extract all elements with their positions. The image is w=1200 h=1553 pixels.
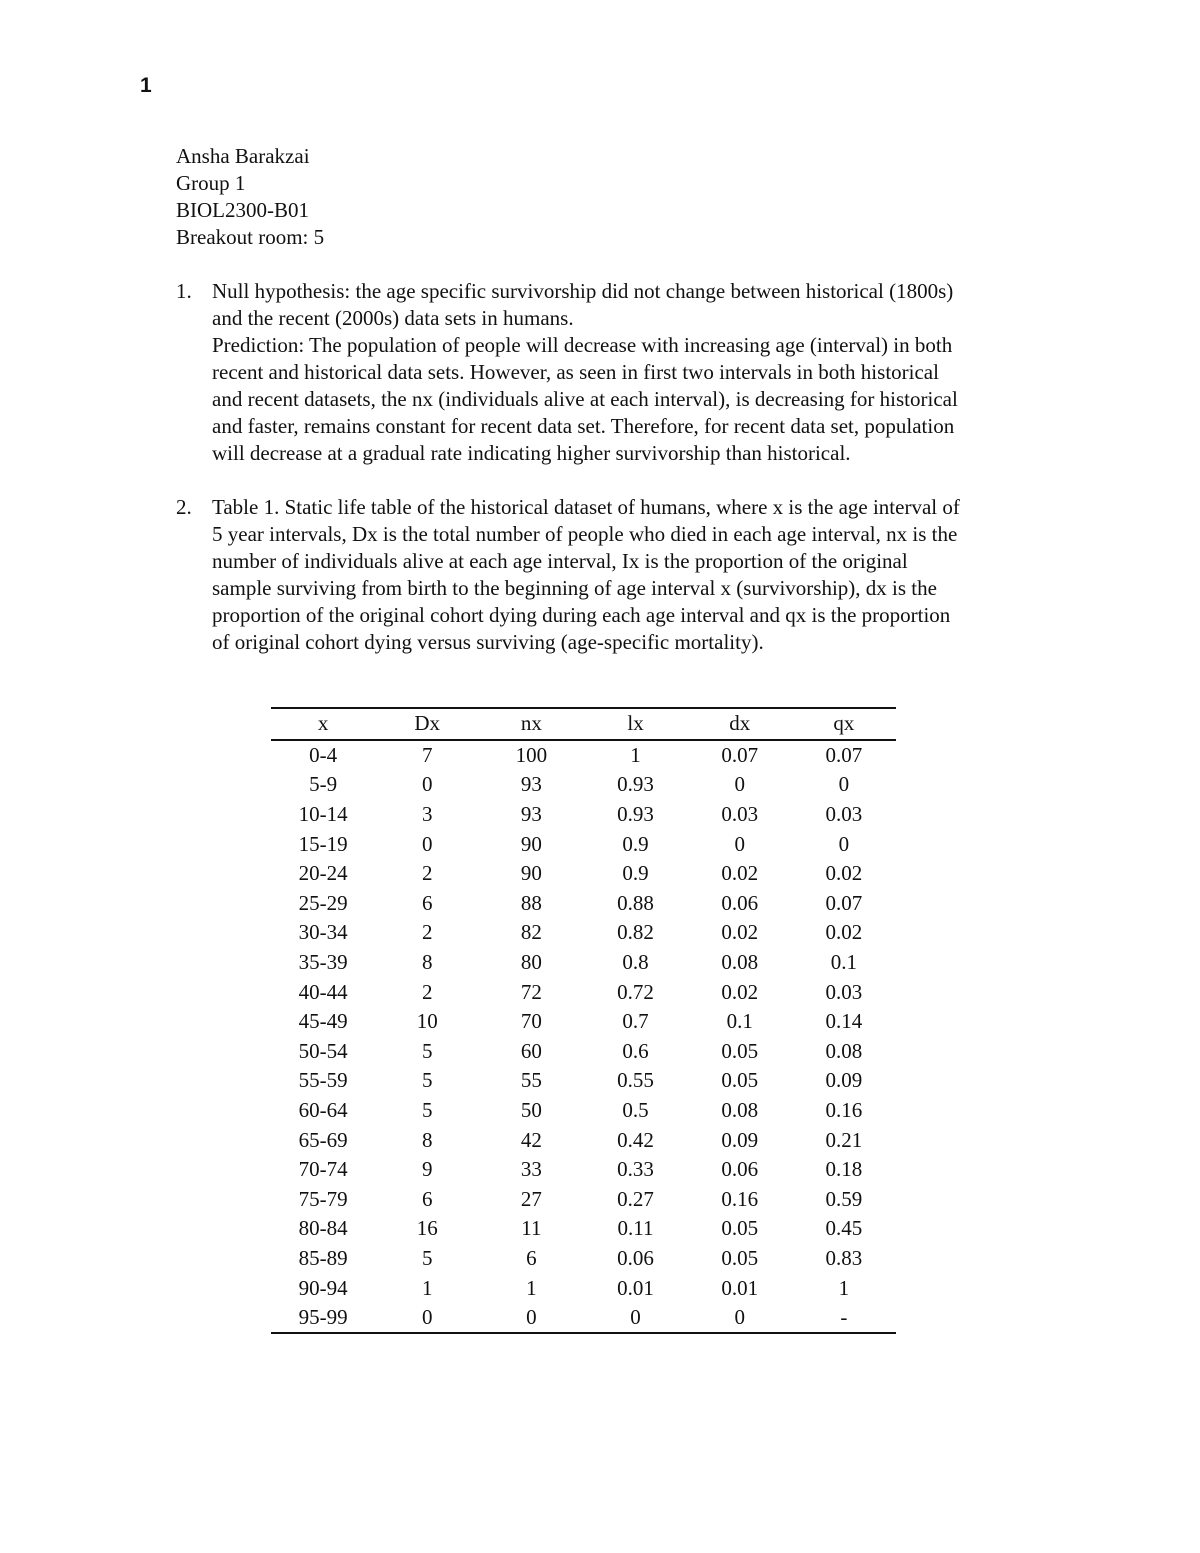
cell-lx: 0.6 — [622, 1038, 649, 1063]
cell-dx: 0.08 — [721, 950, 759, 975]
course-code: BIOL2300-B01 — [176, 198, 309, 222]
column-header-x: x — [317, 711, 329, 736]
table-row — [271, 800, 896, 830]
cell-nx: 88 — [520, 890, 542, 915]
cell-dx: 0.02 — [721, 920, 759, 945]
cell-qx: 0.83 — [825, 1245, 863, 1270]
caption-line: proportion of the original cohort dying during each age interval and qx is the proportion — [212, 603, 951, 627]
cell-qx: 0.09 — [825, 1068, 863, 1093]
cell-qx: 0.07 — [825, 742, 863, 767]
question-line: Prediction: The population of people will decrease with increasing age (interval) in both — [212, 333, 953, 357]
cell-qx: - — [840, 1305, 848, 1330]
cell-x: 90-94 — [298, 1275, 348, 1300]
cell-x: 25-29 — [298, 890, 348, 915]
cell-dx: 0.07 — [721, 742, 759, 767]
cell-Dx: 0 — [421, 1305, 433, 1330]
table-body — [271, 740, 896, 1334]
cell-lx: 0.9 — [622, 831, 649, 856]
cell-nx: 93 — [520, 772, 542, 797]
question-line: recent and historical data sets. However, as seen in first two intervals in both historical — [212, 360, 939, 384]
question-line: will decrease at a gradual rate indicating higher survivorship than historical. — [212, 441, 851, 465]
cell-x: 35-39 — [298, 950, 348, 975]
cell-dx: 0.05 — [721, 1038, 759, 1063]
cell-x: 80-84 — [298, 1216, 348, 1241]
table-row — [271, 1066, 896, 1096]
column-header-qx: qx — [833, 711, 855, 736]
cell-dx: 0.06 — [721, 1157, 759, 1182]
cell-nx: 6 — [526, 1245, 537, 1270]
cell-lx: 0.88 — [617, 890, 654, 915]
cell-nx: 100 — [515, 742, 548, 767]
table-row — [271, 977, 896, 1007]
cell-x: 40-44 — [298, 979, 348, 1004]
cell-nx: 42 — [520, 1127, 542, 1152]
cell-Dx: 9 — [421, 1157, 433, 1182]
cell-x: 55-59 — [298, 1068, 348, 1093]
table-row — [271, 1037, 896, 1067]
column-header-Dx: Dx — [414, 711, 441, 736]
cell-nx: 72 — [520, 979, 542, 1004]
cell-nx: 82 — [520, 920, 542, 945]
cell-x: 65-69 — [298, 1127, 348, 1152]
cell-lx: 0.7 — [622, 1009, 649, 1034]
cell-Dx: 5 — [421, 1068, 433, 1093]
cell-dx: 0 — [734, 772, 745, 797]
cell-lx: 0.5 — [622, 1098, 649, 1123]
cell-Dx: 3 — [421, 802, 433, 827]
cell-dx: 0.16 — [721, 1186, 759, 1211]
cell-nx: 0 — [526, 1305, 537, 1330]
cell-qx: 0.14 — [825, 1009, 863, 1034]
cell-Dx: 16 — [416, 1216, 438, 1241]
cell-qx: 0.18 — [825, 1157, 863, 1182]
table-row — [271, 1214, 896, 1244]
caption-line: number of individuals alive at each age interval, Ix is the proportion of the original — [212, 549, 908, 573]
question-line: and faster, remains constant for recent data set. Therefore, for recent data set, population — [212, 414, 955, 438]
page-number: 1 — [140, 74, 152, 97]
question-line: Null hypothesis: the age specific survivorship did not change between historical (1800s) — [212, 279, 954, 303]
table-caption — [212, 494, 1056, 656]
cell-x: 75-79 — [298, 1186, 348, 1211]
question-number: 1. — [176, 279, 192, 303]
cell-qx: 0.16 — [825, 1098, 863, 1123]
column-header-dx: dx — [729, 711, 751, 736]
cell-nx: 90 — [520, 861, 542, 886]
cell-Dx: 5 — [421, 1098, 433, 1123]
cell-dx: 0.09 — [721, 1127, 759, 1152]
cell-lx: 0.8 — [622, 950, 649, 975]
cell-x: 15-19 — [298, 831, 348, 856]
table-row — [271, 948, 896, 978]
cell-qx: 1 — [838, 1275, 850, 1300]
table-row — [271, 1185, 896, 1215]
cell-qx: 0 — [838, 772, 850, 797]
cell-x: 0-4 — [309, 742, 338, 767]
cell-x: 60-64 — [298, 1098, 348, 1123]
cell-dx: 0.06 — [721, 890, 759, 915]
cell-lx: 0.27 — [617, 1186, 654, 1211]
table-row — [271, 1303, 896, 1334]
cell-x: 5-9 — [309, 772, 338, 797]
cell-dx: 0.05 — [721, 1216, 759, 1241]
column-header-lx: lx — [627, 711, 644, 736]
cell-qx: 0.45 — [825, 1216, 863, 1241]
cell-dx: 0.01 — [721, 1275, 759, 1300]
cell-Dx: 8 — [421, 1127, 433, 1152]
cell-nx: 27 — [520, 1186, 542, 1211]
cell-nx: 11 — [521, 1216, 542, 1241]
breakout-room: Breakout room: 5 — [176, 225, 325, 249]
cell-lx: 0.72 — [617, 979, 654, 1004]
table-row — [271, 1273, 896, 1303]
cell-dx: 0.02 — [721, 861, 759, 886]
cell-nx: 93 — [520, 802, 542, 827]
cell-nx: 50 — [520, 1098, 542, 1123]
cell-nx: 90 — [520, 831, 542, 856]
cell-Dx: 0 — [421, 831, 433, 856]
cell-lx: 0.11 — [617, 1216, 654, 1241]
cell-x: 20-24 — [298, 861, 348, 886]
life-table — [271, 707, 896, 1334]
table-row — [271, 1125, 896, 1155]
cell-Dx: 6 — [421, 890, 433, 915]
author-header — [176, 143, 324, 251]
caption-line: of original cohort dying versus surviving (age-specific mortality). — [212, 630, 764, 654]
cell-dx: 0.02 — [721, 979, 759, 1004]
cell-lx: 0.93 — [617, 802, 654, 827]
question-line: and recent datasets, the nx (individuals alive at each interval), is decreasing for historical — [212, 387, 958, 411]
table-row — [271, 859, 896, 889]
table-row — [271, 1096, 896, 1126]
cell-qx: 0.59 — [825, 1186, 863, 1211]
question-number: 2. — [176, 495, 192, 519]
question-2 — [176, 494, 1056, 656]
question-body — [212, 278, 1056, 467]
table-header-row — [271, 708, 896, 740]
cell-qx: 0 — [838, 831, 850, 856]
cell-dx: 0.05 — [721, 1068, 759, 1093]
table-row — [271, 740, 896, 771]
cell-qx: 0.1 — [830, 950, 858, 975]
cell-qx: 0.08 — [825, 1038, 863, 1063]
cell-Dx: 8 — [421, 950, 433, 975]
cell-dx: 0.05 — [721, 1245, 759, 1270]
table-row — [271, 1007, 896, 1037]
cell-lx: 0.01 — [617, 1275, 654, 1300]
cell-lx: 0.33 — [617, 1157, 654, 1182]
cell-lx: 0.55 — [617, 1068, 654, 1093]
cell-Dx: 2 — [421, 861, 433, 886]
cell-Dx: 2 — [421, 979, 433, 1004]
cell-qx: 0.02 — [825, 861, 863, 886]
cell-dx: 0 — [734, 831, 745, 856]
caption-line: sample surviving from birth to the beginning of age interval x (survivorship), dx is the — [212, 576, 937, 600]
cell-x: 30-34 — [298, 920, 348, 945]
cell-dx: 0 — [734, 1305, 745, 1330]
cell-dx: 0.08 — [721, 1098, 759, 1123]
cell-qx: 0.02 — [825, 920, 863, 945]
cell-lx: 0.42 — [617, 1127, 654, 1152]
question-1 — [176, 278, 1056, 467]
cell-nx: 70 — [520, 1009, 542, 1034]
cell-lx: 0 — [630, 1305, 641, 1330]
cell-nx: 80 — [520, 950, 542, 975]
cell-qx: 0.21 — [825, 1127, 863, 1152]
cell-qx: 0.03 — [825, 802, 863, 827]
caption-line: 5 year intervals, Dx is the total number of people who died in each age interval, nx is the — [212, 522, 958, 546]
cell-Dx: 5 — [421, 1245, 433, 1270]
cell-Dx: 0 — [421, 772, 433, 797]
cell-x: 10-14 — [298, 802, 348, 827]
table-row — [271, 829, 896, 859]
group-label: Group 1 — [176, 171, 246, 195]
cell-nx: 60 — [520, 1038, 542, 1063]
cell-x: 50-54 — [298, 1038, 348, 1063]
cell-dx: 0.1 — [726, 1009, 753, 1034]
cell-Dx: 10 — [416, 1009, 438, 1034]
cell-qx: 0.07 — [825, 890, 863, 915]
cell-x: 95-99 — [298, 1305, 348, 1330]
cell-lx: 0.82 — [617, 920, 654, 945]
cell-Dx: 5 — [421, 1038, 433, 1063]
table-row — [271, 1155, 896, 1185]
cell-Dx: 6 — [421, 1186, 433, 1211]
question-line: and the recent (2000s) data sets in humans. — [212, 306, 574, 330]
cell-Dx: 7 — [421, 742, 433, 767]
cell-nx: 55 — [520, 1068, 542, 1093]
table-row — [271, 918, 896, 948]
table-row — [271, 1244, 896, 1274]
cell-x: 70-74 — [298, 1157, 348, 1182]
cell-lx: 1 — [630, 742, 641, 767]
column-header-nx: nx — [520, 711, 542, 736]
cell-lx: 0.93 — [617, 772, 654, 797]
cell-Dx: 1 — [421, 1275, 433, 1300]
cell-Dx: 2 — [421, 920, 433, 945]
caption-line: Table 1. Static life table of the historical dataset of humans, where x is the age interval of — [212, 495, 960, 519]
author-name: Ansha Barakzai — [176, 144, 310, 168]
table-row — [271, 770, 896, 800]
cell-x: 85-89 — [298, 1245, 348, 1270]
cell-nx: 33 — [520, 1157, 542, 1182]
cell-qx: 0.03 — [825, 979, 863, 1004]
cell-lx: 0.06 — [617, 1245, 654, 1270]
cell-x: 45-49 — [298, 1009, 348, 1034]
cell-dx: 0.03 — [721, 802, 759, 827]
cell-lx: 0.9 — [622, 861, 649, 886]
table-row — [271, 889, 896, 919]
cell-nx: 1 — [526, 1275, 537, 1300]
